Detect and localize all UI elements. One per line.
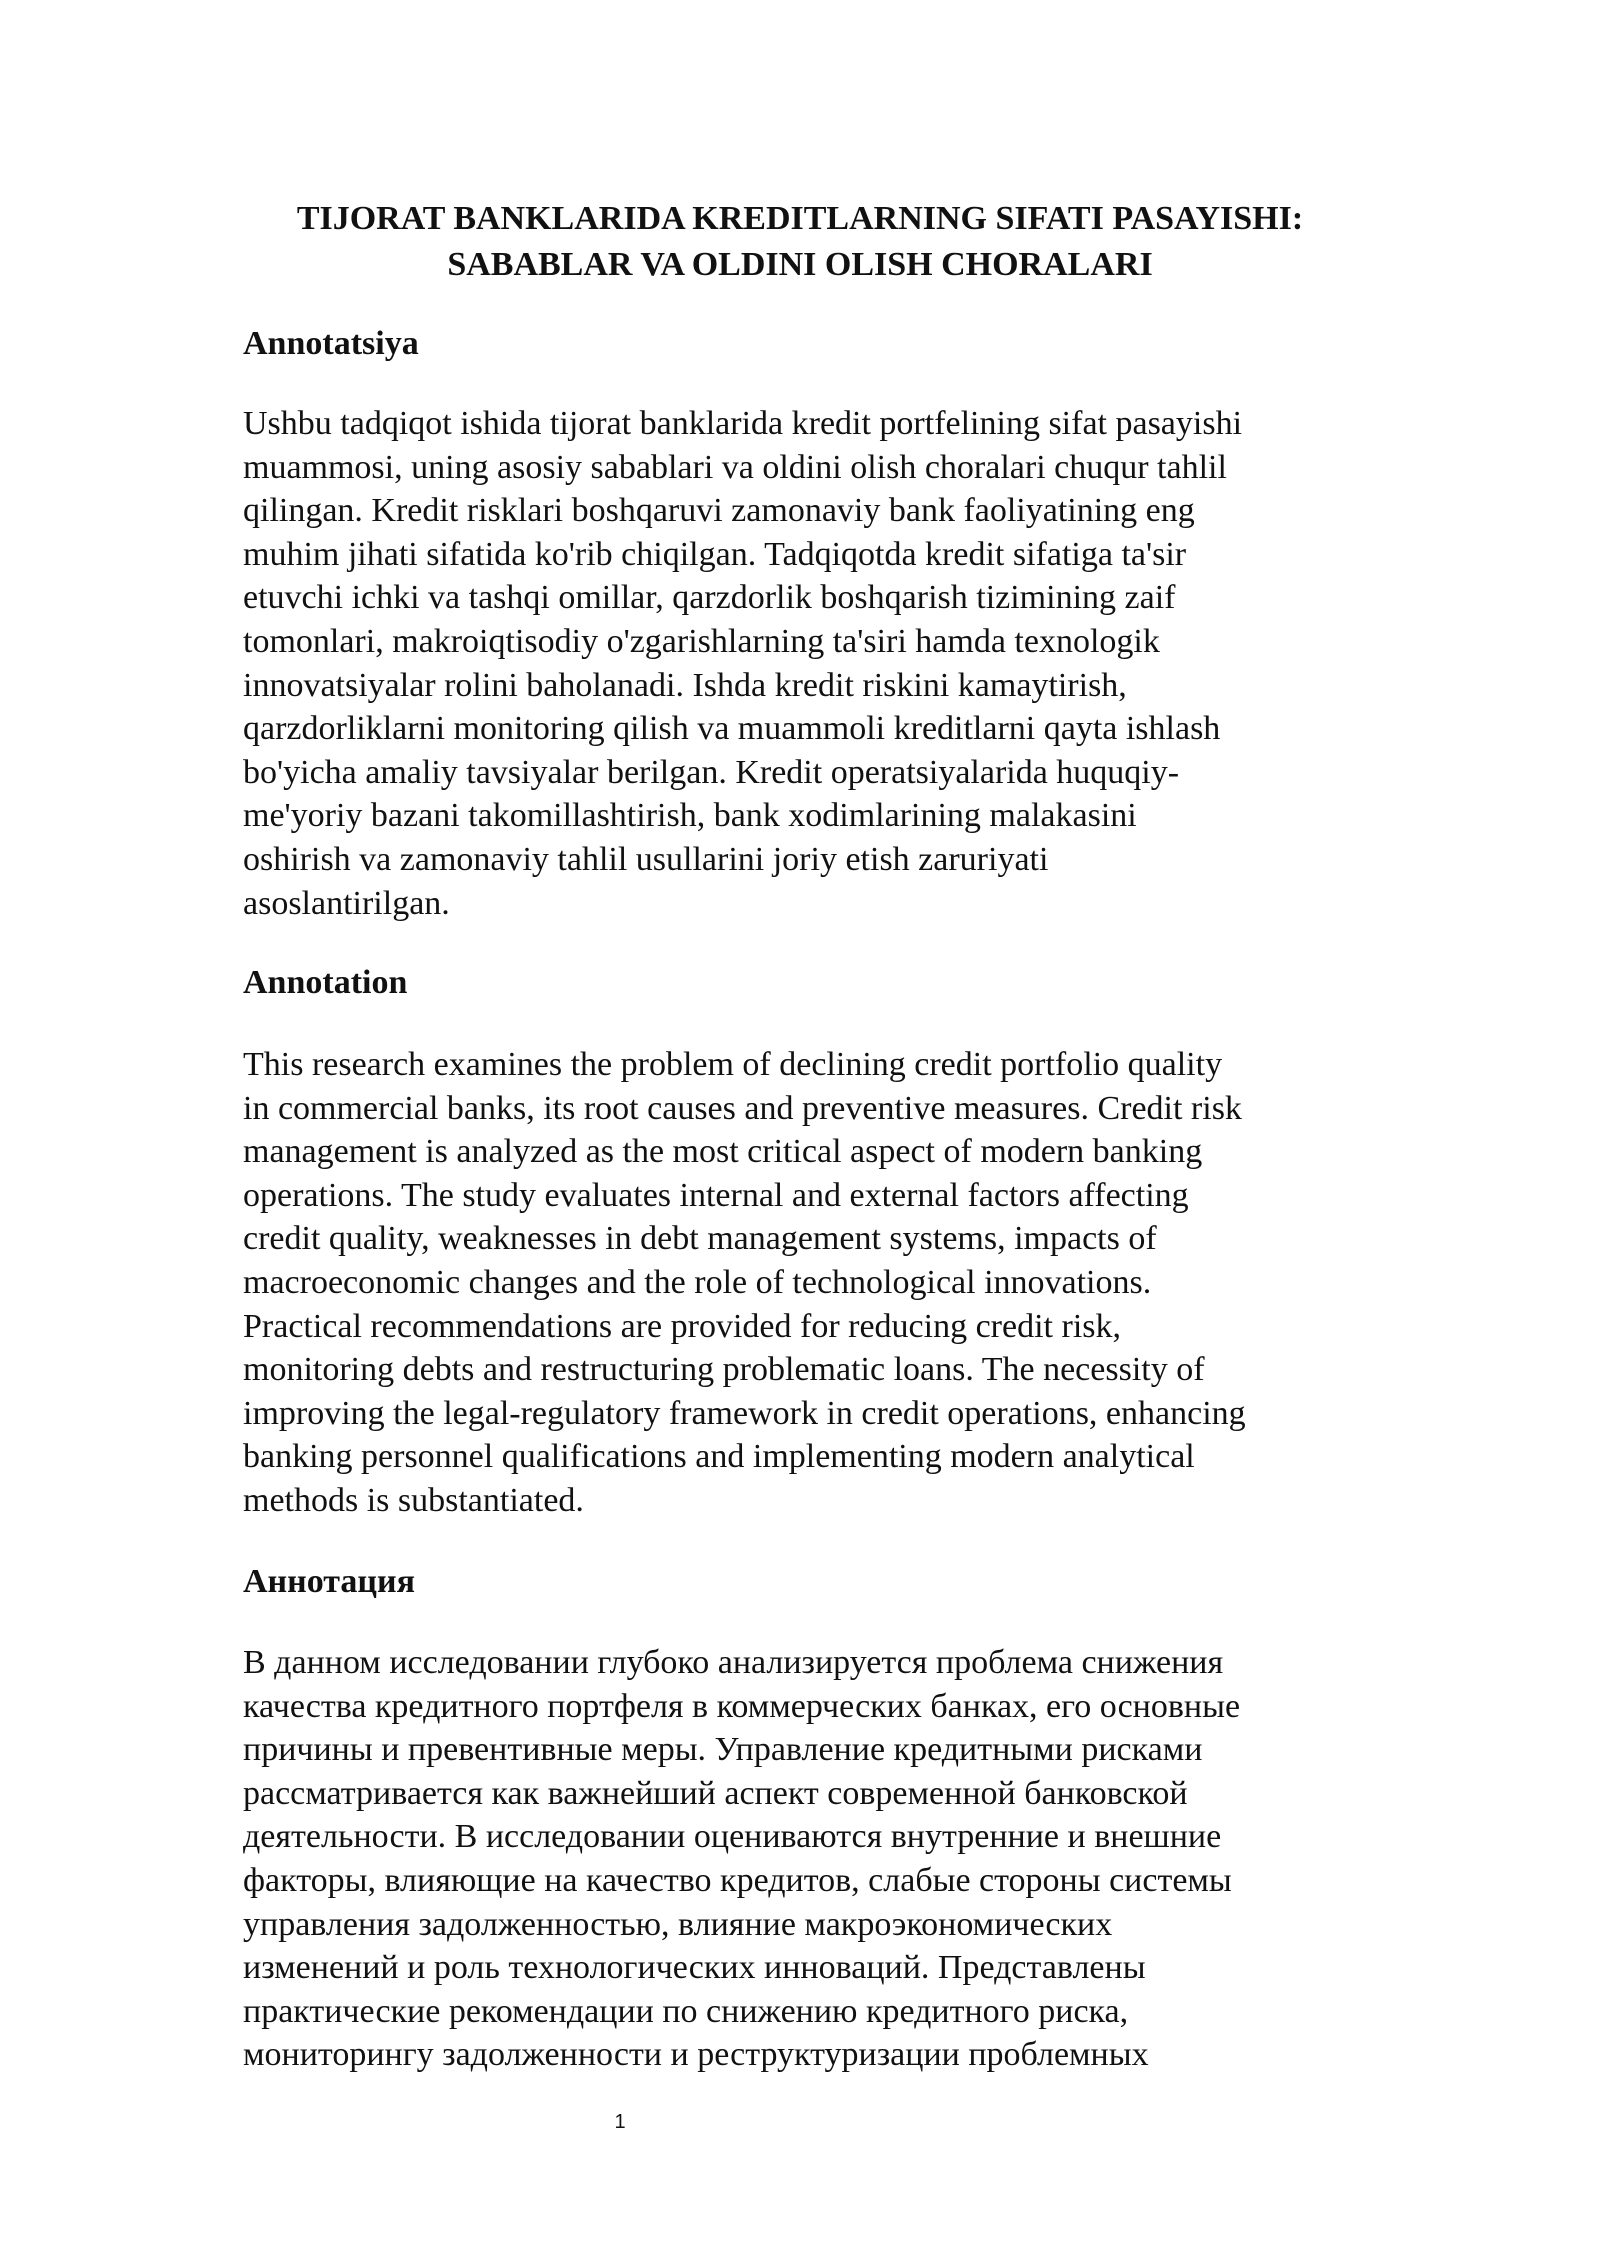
text-line: etuvchi ichki va tashqi omillar, qarzdorlik boshqarish tizimining zaif (243, 579, 1176, 617)
text-line: methods is substantiated. (243, 1481, 584, 1519)
text-line: Ushbu tadqiqot ishida tijorat banklarida kredit portfelining sifat pasayishi (243, 405, 1243, 442)
text-line: tomonlari, makroiqtisodiy o'zgarishlarning ta'siri hamda texnologik (243, 622, 1160, 660)
text-line: me'yoriy bazani takomillashtirish, bank xodimlarining malakasini (243, 797, 1137, 835)
section-body-annotatsiya (243, 402, 1383, 925)
title-line-1: TIJORAT BANKLARIDA KREDITLARNING SIFATI PASAYISHI: (296, 200, 1304, 237)
section-body-annotation (243, 1043, 1383, 1523)
text-line: мониторингу задолженности и реструктуризации проблемных (243, 2036, 1149, 2074)
text-line: in commercial banks, its root causes and preventive measures. Credit risk (243, 1089, 1242, 1127)
text-line: monitoring debts and restructuring problematic loans. The necessity of (243, 1351, 1205, 1389)
text-line: изменений и роль технологических инноваций. Представлены (243, 1949, 1146, 1987)
text-line: management is analyzed as the most critical aspect of modern banking (243, 1133, 1203, 1171)
section-body-annotatsiya-ru (243, 1641, 1383, 2077)
text-line: Practical recommendations are provided for reducing credit risk, (243, 1307, 1121, 1345)
text-line: деятельности. В исследовании оцениваются внутренние и внешние (243, 1818, 1222, 1856)
text-line: управления задолженностью, влияние макроэкономических (243, 1905, 1113, 1943)
document-title (200, 196, 1400, 288)
text-line: bo'yicha amaliy tavsiyalar berilgan. Kredit operatsiyalarida huquqiy- (243, 753, 1180, 791)
text-line: практические рекомендации по снижению кредитного риска, (243, 1992, 1129, 2030)
page-number: 1 (614, 2111, 626, 2133)
text-line: asoslantirilgan. (243, 884, 450, 922)
text-line: banking personnel qualifications and implementing modern analytical (243, 1438, 1195, 1476)
text-line: рассматривается как важнейший аспект современной банковской (243, 1774, 1188, 1812)
text-line: qilingan. Kredit risklari boshqaruvi zamonaviy bank faoliyatining eng (243, 492, 1195, 530)
text-line: operations. The study evaluates internal and external factors affecting (243, 1176, 1189, 1214)
text-line: качества кредитного портфеля в коммерческих банках, его основные (243, 1687, 1241, 1725)
text-line: credit quality, weaknesses in debt management systems, impacts of (243, 1220, 1157, 1258)
text-line: muammosi, uning asosiy sabablari va oldini olish choralari chuqur tahlil (243, 448, 1227, 486)
text-line: innovatsiyalar rolini baholanadi. Ishda kredit riskini kamaytirish, (243, 666, 1127, 704)
text-line: muhim jihati sifatida ko'rib chiqilgan. Tadqiqotda kredit sifatiga ta'sir (243, 535, 1187, 573)
section-heading-annotatsiya-ru: Аннотация (243, 1563, 415, 1600)
section-heading-annotatsiya: Annotatsiya (243, 325, 419, 362)
text-line: macroeconomic changes and the role of technological innovations. (243, 1263, 1152, 1301)
text-line: факторы, влияющие на качество кредитов, слабые стороны системы (243, 1861, 1232, 1899)
text-line: improving the legal-regulatory framework in credit operations, enhancing (243, 1394, 1246, 1432)
title-line-2: SABABLAR VA OLDINI OLISH CHORALARI (447, 246, 1153, 283)
text-line: This research examines the problem of declining credit portfolio quality (243, 1046, 1223, 1083)
section-heading-annotation: Annotation (243, 964, 408, 1001)
text-line: qarzdorliklarni monitoring qilish va muammoli kreditlarni qayta ishlash (243, 710, 1221, 748)
text-line: причины и превентивные меры. Управление кредитными рисками (243, 1731, 1203, 1769)
text-line: oshirish va zamonaviy tahlil usullarini joriy etish zaruriyati (243, 840, 1049, 878)
text-line: В данном исследовании глубоко анализируется проблема снижения (243, 1644, 1224, 1681)
